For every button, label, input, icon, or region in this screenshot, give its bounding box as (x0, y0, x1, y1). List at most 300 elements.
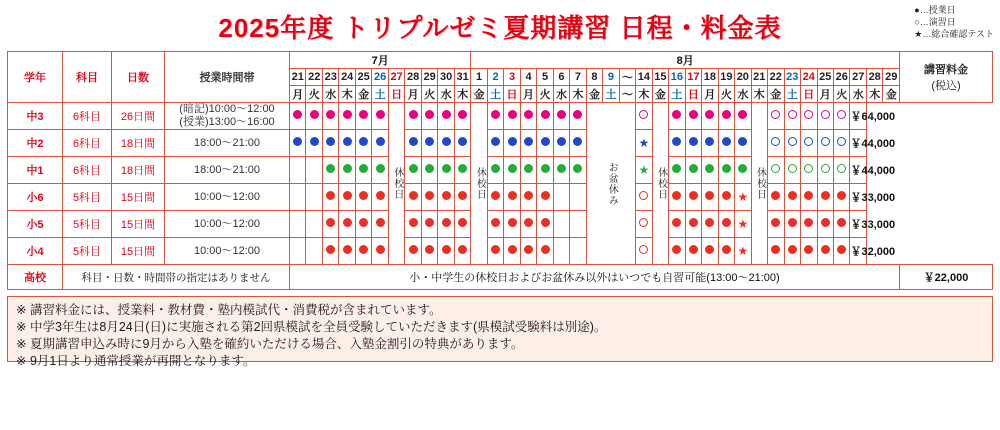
filled-circle-icon (508, 191, 517, 200)
mark-class-day (454, 157, 470, 184)
date-weekday-11: 金 (471, 86, 487, 103)
row-grade: 小5 (8, 211, 63, 238)
filled-circle-icon (837, 245, 846, 254)
date-weekday-30: 土 (784, 86, 800, 103)
filled-circle-icon (376, 164, 385, 173)
filled-circle-icon (524, 191, 533, 200)
row-grade: 小6 (8, 184, 63, 211)
mark-class-day (487, 238, 503, 265)
date-number-23: 16 (669, 69, 685, 86)
row-days: 26日間 (112, 103, 165, 130)
date-weekday-13: 日 (504, 86, 520, 103)
filled-circle-icon (821, 245, 830, 254)
mark-class-day (322, 130, 338, 157)
mark-empty (306, 184, 322, 211)
note-4: ※ 9月1日より通常授業が再開となります。 (16, 354, 256, 368)
legend-item-class: ●…授業日 (914, 5, 956, 15)
date-number-33: 26 (833, 69, 849, 86)
row-time-line: 18:00～21:00 (193, 163, 261, 176)
mark-class-day (520, 157, 536, 184)
filled-circle-icon (573, 110, 582, 119)
date-weekday-31: 日 (801, 86, 817, 103)
mark-class-day (768, 211, 784, 238)
date-number-17: 7 (570, 69, 586, 86)
filled-circle-icon (508, 137, 517, 146)
obon-cell (586, 103, 635, 265)
row-time (165, 211, 290, 238)
mark-class-day (537, 238, 553, 265)
filled-circle-icon (326, 218, 335, 227)
filled-circle-icon (508, 218, 517, 227)
filled-circle-icon (722, 218, 731, 227)
open-circle-icon (821, 110, 830, 119)
filled-circle-icon (343, 191, 352, 200)
mark-class-day (405, 238, 421, 265)
filled-circle-icon (508, 164, 517, 173)
kyuko-label: 休校日 (655, 167, 667, 200)
filled-circle-icon (326, 137, 335, 146)
header-subject: 科目 (63, 52, 112, 103)
filled-circle-icon (326, 245, 335, 254)
open-circle-icon (639, 245, 648, 254)
mark-class-day (421, 130, 437, 157)
mark-class-day (487, 184, 503, 211)
mark-class-day (685, 184, 701, 211)
filled-circle-icon (458, 218, 467, 227)
mark-empty (290, 157, 306, 184)
date-weekday-9: 水 (438, 86, 454, 103)
row-time (165, 184, 290, 211)
mark-class-day (768, 184, 784, 211)
mark-practice-day (817, 130, 833, 157)
mark-class-day (669, 238, 685, 265)
mark-class-day (702, 157, 718, 184)
mark-class-day (405, 211, 421, 238)
mark-class-day (438, 211, 454, 238)
mark-class-day (702, 211, 718, 238)
mark-class-day (718, 211, 734, 238)
filled-circle-icon (425, 245, 434, 254)
mark-practice-day (833, 130, 849, 157)
mark-class-day (669, 157, 685, 184)
star-icon: ★ (737, 189, 749, 204)
date-number-24: 17 (685, 69, 701, 86)
row-days: 15日間 (112, 238, 165, 265)
mark-class-day (702, 184, 718, 211)
mark-class-day (355, 211, 371, 238)
date-number-13: 3 (504, 69, 520, 86)
filled-circle-icon (804, 191, 813, 200)
open-circle-icon (788, 164, 797, 173)
mark-class-day (454, 130, 470, 157)
mark-practice-day (784, 103, 800, 130)
mark-class-day (537, 157, 553, 184)
mark-class-day (372, 211, 388, 238)
mark-practice-day (636, 238, 652, 265)
date-number-8: 29 (421, 69, 437, 86)
date-number-31: 24 (801, 69, 817, 86)
open-circle-icon (837, 164, 846, 173)
date-number-25: 18 (702, 69, 718, 86)
mark-class-day (405, 157, 421, 184)
date-weekday-17: 木 (570, 86, 586, 103)
mark-class-day (685, 211, 701, 238)
mark-class-day (322, 184, 338, 211)
open-circle-icon (639, 191, 648, 200)
filled-circle-icon (359, 164, 368, 173)
mark-class-day (421, 238, 437, 265)
filled-circle-icon (425, 164, 434, 173)
date-number-30: 23 (784, 69, 800, 86)
date-weekday-23: 土 (669, 86, 685, 103)
open-circle-icon (771, 137, 780, 146)
table-head (8, 52, 993, 103)
mark-class-day (833, 238, 849, 265)
filled-circle-icon (409, 245, 418, 254)
date-number-20: ～ (619, 69, 635, 86)
header-price (900, 52, 993, 103)
filled-circle-icon (689, 245, 698, 254)
mark-class-day (735, 130, 751, 157)
mark-test-day (735, 238, 751, 265)
mark-class-day (355, 130, 371, 157)
row-subject: 5科目 (63, 211, 112, 238)
filled-circle-icon (524, 245, 533, 254)
filled-circle-icon (491, 137, 500, 146)
header-month-august: 8月 (471, 52, 900, 69)
page-title: 2025年度 トリプルゼミ夏期講習 日程・料金表 (218, 13, 782, 43)
filled-circle-icon (771, 245, 780, 254)
mark-class-day (801, 184, 817, 211)
mark-class-day (454, 211, 470, 238)
mark-test-day (636, 130, 652, 157)
mark-empty (553, 184, 569, 211)
kyuko-cell (388, 103, 404, 265)
date-number-15: 5 (537, 69, 553, 86)
row-price: ￥33,000 (850, 211, 866, 238)
mark-class-day (372, 238, 388, 265)
mark-practice-day (833, 103, 849, 130)
kyuko-cell (471, 103, 487, 265)
filled-circle-icon (376, 218, 385, 227)
open-circle-icon (821, 137, 830, 146)
filled-circle-icon (771, 191, 780, 200)
filled-circle-icon (557, 164, 566, 173)
date-number-2: 23 (322, 69, 338, 86)
date-weekday-0: 月 (290, 86, 306, 103)
date-weekday-36: 金 (883, 86, 900, 103)
header-row-month (8, 52, 993, 69)
filled-circle-icon (442, 191, 451, 200)
filled-circle-icon (491, 218, 500, 227)
date-weekday-7: 月 (405, 86, 421, 103)
mark-class-day (322, 103, 338, 130)
mark-practice-day (636, 103, 652, 130)
mark-empty (570, 184, 586, 211)
mark-class-day (405, 103, 421, 130)
mark-class-day (570, 103, 586, 130)
date-weekday-32: 月 (817, 86, 833, 103)
row-time-line: 10:00～12:00 (193, 217, 261, 230)
row-subject: 5科目 (63, 238, 112, 265)
table-row (8, 157, 993, 184)
mark-class-day (355, 103, 371, 130)
mark-class-day (718, 184, 734, 211)
mark-class-day (372, 184, 388, 211)
kyuko-label: 休校日 (391, 167, 403, 200)
row-grade: 中1 (8, 157, 63, 184)
date-weekday-18: 金 (586, 86, 602, 103)
filled-circle-icon (689, 164, 698, 173)
row-time-line: 18:00～21:00 (193, 136, 261, 149)
filled-circle-icon (738, 137, 747, 146)
open-circle-icon (804, 110, 813, 119)
date-weekday-26: 火 (718, 86, 734, 103)
date-number-14: 4 (520, 69, 536, 86)
date-number-27: 20 (735, 69, 751, 86)
filled-circle-icon (689, 218, 698, 227)
kyuko-label: 休校日 (754, 167, 766, 200)
row-time-line: (暗記)10:00～12:00 (179, 103, 275, 115)
date-weekday-15: 火 (537, 86, 553, 103)
filled-circle-icon (376, 245, 385, 254)
mark-class-day (801, 238, 817, 265)
mark-empty (306, 157, 322, 184)
note-2: ※ 中学3年生は8月24日(日)に実施される第2回県模試を全員受験していただきます(県模試受験料は別途)。 (16, 320, 607, 334)
filled-circle-icon (541, 164, 550, 173)
filled-circle-icon (343, 110, 352, 119)
filled-circle-icon (425, 137, 434, 146)
date-weekday-4: 金 (355, 86, 371, 103)
obon-label: お盆休み (606, 161, 618, 206)
mark-class-day (735, 157, 751, 184)
mark-practice-day (784, 157, 800, 184)
legend-item-test: ★…総合確認テスト (914, 29, 994, 39)
filled-circle-icon (425, 110, 434, 119)
mark-class-day (504, 211, 520, 238)
open-circle-icon (837, 137, 846, 146)
mark-class-day (784, 211, 800, 238)
date-number-28: 21 (751, 69, 767, 86)
filled-circle-icon (491, 164, 500, 173)
date-number-0: 21 (290, 69, 306, 86)
filled-circle-icon (409, 110, 418, 119)
mark-test-day (735, 211, 751, 238)
row-days: 18日間 (112, 130, 165, 157)
row-subject: 6科目 (63, 103, 112, 130)
filled-circle-icon (722, 137, 731, 146)
mark-class-day (306, 130, 322, 157)
mark-class-day (421, 103, 437, 130)
header-month-july: 7月 (290, 52, 471, 69)
mark-class-day (355, 238, 371, 265)
date-weekday-35: 木 (866, 86, 882, 103)
row-grade: 高校 (8, 265, 63, 290)
table-row (8, 184, 993, 211)
mark-class-day (833, 184, 849, 211)
mark-class-day (718, 130, 734, 157)
mark-class-day (372, 130, 388, 157)
table-row (8, 238, 993, 265)
date-weekday-21: 木 (636, 86, 652, 103)
filled-circle-icon (458, 137, 467, 146)
mark-practice-day (636, 211, 652, 238)
date-weekday-25: 月 (702, 86, 718, 103)
row-time (165, 157, 290, 184)
filled-circle-icon (672, 164, 681, 173)
mark-class-day (339, 130, 355, 157)
mark-class-day (520, 211, 536, 238)
filled-circle-icon (343, 137, 352, 146)
mark-class-day (405, 130, 421, 157)
row-price: ￥64,000 (850, 103, 866, 130)
filled-circle-icon (705, 137, 714, 146)
mark-class-day (817, 184, 833, 211)
mark-empty (290, 211, 306, 238)
date-number-9: 30 (438, 69, 454, 86)
filled-circle-icon (705, 164, 714, 173)
mark-empty (553, 238, 569, 265)
filled-circle-icon (541, 218, 550, 227)
mark-class-day (570, 157, 586, 184)
filled-circle-icon (458, 110, 467, 119)
filled-circle-icon (376, 110, 385, 119)
filled-circle-icon (573, 137, 582, 146)
date-number-22: 15 (652, 69, 668, 86)
filled-circle-icon (343, 218, 352, 227)
date-number-35: 28 (866, 69, 882, 86)
row-grade: 中2 (8, 130, 63, 157)
filled-circle-icon (425, 191, 434, 200)
filled-circle-icon (722, 191, 731, 200)
row-days: 15日間 (112, 211, 165, 238)
row-subject: 6科目 (63, 157, 112, 184)
date-number-5: 26 (372, 69, 388, 86)
table-body (8, 103, 993, 290)
header-days: 日数 (112, 52, 165, 103)
date-number-19: 9 (603, 69, 619, 86)
row-price: ￥33,000 (850, 184, 866, 211)
header-price-line1: 講習料金 (924, 64, 968, 76)
date-number-26: 19 (718, 69, 734, 86)
date-weekday-3: 木 (339, 86, 355, 103)
filled-circle-icon (425, 218, 434, 227)
date-number-16: 6 (553, 69, 569, 86)
row-time (165, 130, 290, 157)
mark-empty (553, 211, 569, 238)
filled-circle-icon (771, 218, 780, 227)
star-icon: ★ (638, 162, 650, 177)
mark-class-day (504, 130, 520, 157)
open-circle-icon (821, 164, 830, 173)
mark-practice-day (801, 130, 817, 157)
open-circle-icon (771, 164, 780, 173)
filled-circle-icon (326, 191, 335, 200)
filled-circle-icon (508, 245, 517, 254)
mark-class-day (718, 157, 734, 184)
mark-class-day (454, 238, 470, 265)
filled-circle-icon (491, 245, 500, 254)
filled-circle-icon (442, 137, 451, 146)
filled-circle-icon (672, 110, 681, 119)
date-number-36: 29 (883, 69, 900, 86)
mark-practice-day (768, 157, 784, 184)
mark-class-day (355, 184, 371, 211)
filled-circle-icon (788, 218, 797, 227)
mark-class-day (669, 211, 685, 238)
filled-circle-icon (524, 164, 533, 173)
date-number-7: 28 (405, 69, 421, 86)
filled-circle-icon (837, 191, 846, 200)
date-weekday-2: 水 (322, 86, 338, 103)
mark-class-day (322, 211, 338, 238)
mark-class-day (537, 211, 553, 238)
star-icon: ★ (638, 135, 650, 150)
mark-class-day (487, 130, 503, 157)
mark-practice-day (636, 184, 652, 211)
date-weekday-20: ～ (619, 86, 635, 103)
mark-class-day (322, 157, 338, 184)
mark-class-day (504, 157, 520, 184)
filled-circle-icon (837, 218, 846, 227)
filled-circle-icon (722, 245, 731, 254)
filled-circle-icon (310, 137, 319, 146)
mark-class-day (817, 211, 833, 238)
mark-class-day (718, 103, 734, 130)
mark-test-day (636, 157, 652, 184)
filled-circle-icon (491, 110, 500, 119)
table-row (8, 103, 993, 130)
filled-circle-icon (821, 191, 830, 200)
filled-circle-icon (442, 164, 451, 173)
note-1: ※ 講習料金には、授業料・教材費・塾内模試代・消費税が含まれています。 (16, 303, 442, 317)
filled-circle-icon (359, 110, 368, 119)
mark-class-day (784, 184, 800, 211)
mark-class-day (438, 238, 454, 265)
kyuko-cell (652, 103, 668, 265)
filled-circle-icon (359, 191, 368, 200)
mark-class-day (421, 157, 437, 184)
filled-circle-icon (541, 137, 550, 146)
mark-class-day (339, 211, 355, 238)
mark-class-day (553, 103, 569, 130)
mark-practice-day (817, 157, 833, 184)
open-circle-icon (837, 110, 846, 119)
row-time-line: 10:00～12:00 (193, 190, 261, 203)
filled-circle-icon (722, 164, 731, 173)
row-price: ￥44,000 (850, 130, 866, 157)
mark-practice-day (768, 103, 784, 130)
table-row-highschool (8, 265, 993, 290)
filled-circle-icon (524, 110, 533, 119)
date-number-21: 14 (636, 69, 652, 86)
date-number-10: 31 (454, 69, 470, 86)
mark-class-day (570, 130, 586, 157)
filled-circle-icon (804, 218, 813, 227)
mark-class-day (421, 184, 437, 211)
filled-circle-icon (672, 245, 681, 254)
table-row (8, 211, 993, 238)
mark-class-day (405, 184, 421, 211)
filled-circle-icon (458, 245, 467, 254)
mark-class-day (520, 130, 536, 157)
mark-class-day (487, 157, 503, 184)
mark-empty (290, 184, 306, 211)
star-icon: ★ (737, 243, 749, 258)
date-weekday-10: 木 (454, 86, 470, 103)
filled-circle-icon (788, 245, 797, 254)
date-number-4: 25 (355, 69, 371, 86)
